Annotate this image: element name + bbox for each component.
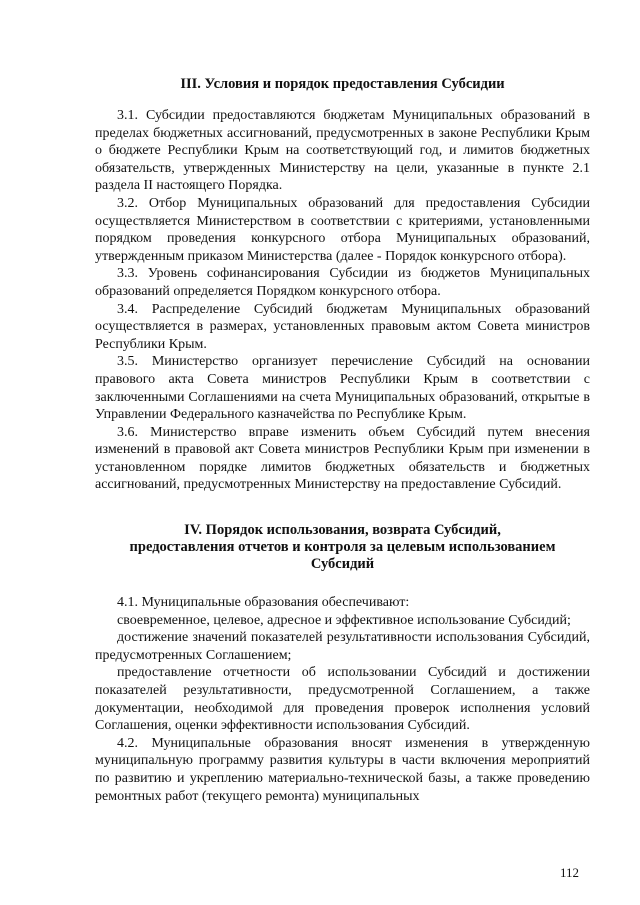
paragraph-4-1: 4.1. Муниципальные образования обеспечивают: (117, 595, 410, 610)
section-4-title-line-1: IV. Порядок использования, возврата Субсидий, (184, 522, 501, 538)
section-4-title-line-2: предоставления отчетов и контроля за целевым использованием (129, 539, 556, 555)
paragraph-4-1-item-2: достижение значений показателей результативности использования Субсидий, предусмотренных Соглашением; (95, 630, 590, 663)
paragraph-4-1-item-1: своевременное, целевое, адресное и эффективное использование Субсидий; (117, 612, 571, 628)
paragraph-3-2: 3.2. Отбор Муниципальных образований для предоставления Субсидии осуществляется Министерством в соответствии с критериями, установленными порядком проведения конкурсного отбора Муниципальных образований, утвержденным приказом Министерства (далее - Порядок конкурсного отбора). (95, 195, 590, 264)
section-3-title: III. Условия и порядок предоставления Субсидии (180, 76, 505, 92)
paragraph-3-3: 3.3. Уровень софинансирования Субсидии из бюджетов Муниципальных образований определяется Порядком конкурсного отбора. (95, 266, 590, 299)
paragraph-3-6: 3.6. Министерство вправе изменить объем Субсидий путем внесения изменений в правовой акт Совета министров Республики Крым при изменении в установленном порядке лимитов бюджетных обязательств и бюджетных ассигнований, предусмотренных Министерству на предоставление Субсидий. (95, 424, 590, 493)
paragraph-3-1: 3.1. Субсидии предоставляются бюджетам Муниципальных образований в пределах бюджетных ассигнований, предусмотренных в законе Республики Крым о бюджете Республики Крым на соответствующий год, и лимитов бюджетных обязательств, утвержденных Министерству на цели, указанные в пункте 2.1 раздела II настоящего Порядка. (95, 108, 590, 194)
section-4-title-line-3: Субсидий (310, 556, 375, 572)
paragraph-4-2: 4.2. Муниципальные образования вносят изменения в утвержденную муниципальную программу развития культуры в части включения мероприятий по развитию и укреплению материально-технической базы, а также проведению ремонтных работ (текущего ремонта) муниципальных (95, 735, 590, 804)
section-3-body (95, 107, 590, 494)
section-4-title (95, 522, 590, 573)
paragraph-3-4: 3.4. Распределение Субсидий бюджетам Муниципальных образований осуществляется в размерах, установленных правовым актом Совета министров Республики Крым. (95, 301, 590, 352)
page-number: 112 (560, 865, 580, 880)
section-4-body (95, 594, 590, 805)
paragraph-4-1-item-3: предоставление отчетности об использовании Субсидий и достижении показателей результативности, предусмотренной Соглашением, а также документации, необходимой для проведения проверок исполнения условий Соглашения, оценки эффективности использования Субсидий. (95, 665, 590, 734)
paragraph-3-5: 3.5. Министерство организует перечисление Субсидий на основании правового акта Совета министров Республики Крым в соответствии с заключенными Соглашениями на счета Муниципальных образований, открытые в Управлении Федерального казначейства по Республике Крым. (95, 354, 590, 423)
